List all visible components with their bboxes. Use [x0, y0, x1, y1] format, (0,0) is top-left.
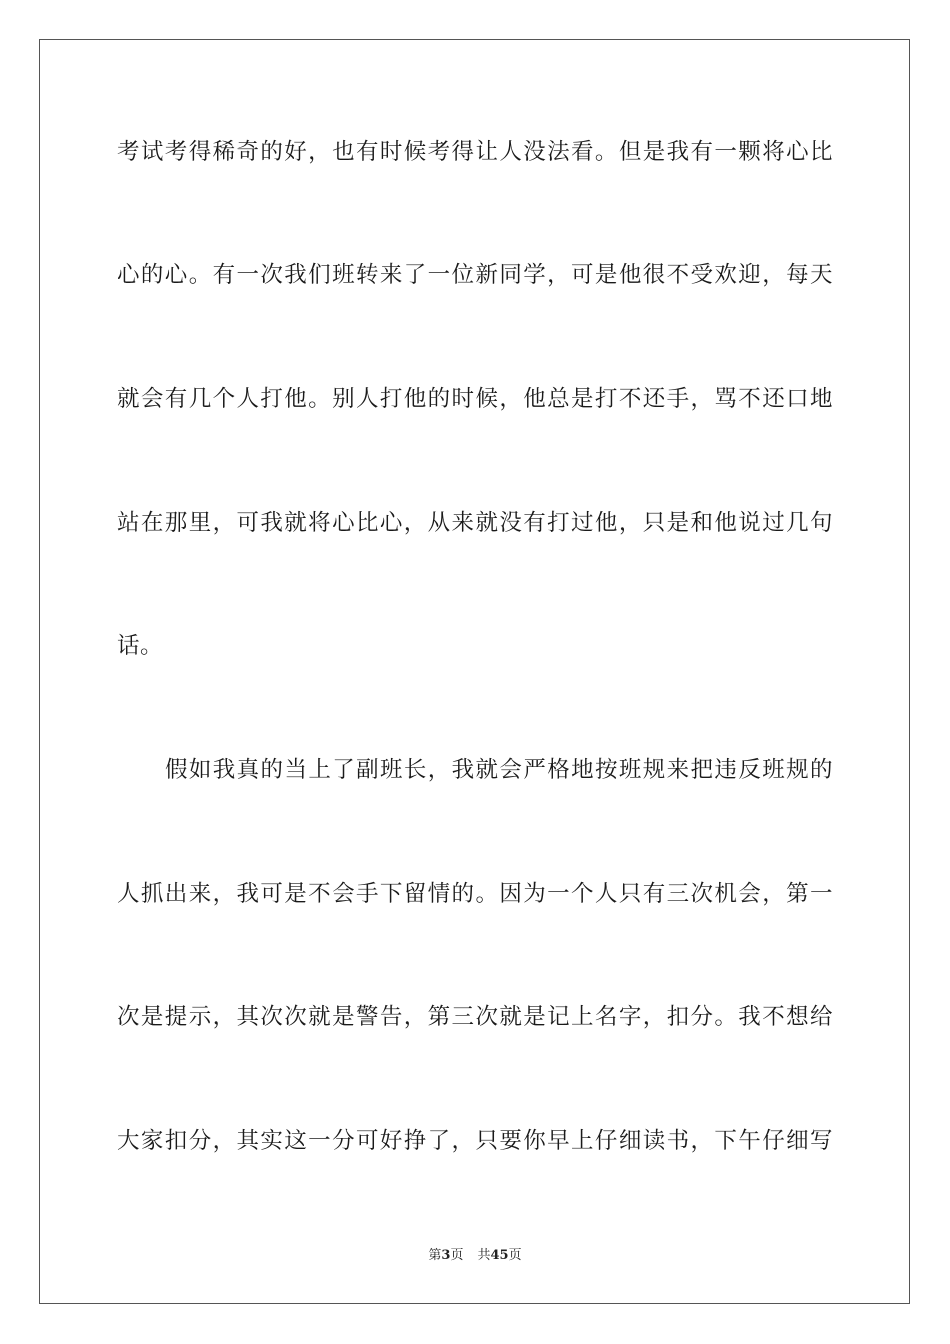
text-line: 心的心。有一次我们班转来了一位新同学，可是他很不受欢迎，每天 [117, 262, 833, 288]
text-line: 站在那里，可我就将心比心，从来就没有打过他，只是和他说过几句 [117, 510, 833, 536]
text-line: 就会有几个人打他。别人打他的时候，他总是打不还手，骂不还口地 [117, 386, 833, 412]
text-line: 大家扣分，其实这一分可好挣了，只要你早上仔细读书，下午仔细写 [117, 1128, 833, 1154]
text-line: 话。 [117, 633, 164, 659]
text-line: 考试考得稀奇的好，也有时候考得让人没法看。但是我有一颗将心比 [117, 139, 833, 165]
page-footer [0, 1247, 950, 1265]
paragraph-first-line: 假如我真的当上了副班长，我就会严格地按班规来把违反班规的 [165, 757, 833, 783]
page-border [39, 39, 910, 1304]
text-line: 次是提示，其次次就是警告，第三次就是记上名字，扣分。我不想给 [117, 1004, 833, 1030]
page-total: 共45页 [477, 1248, 522, 1263]
page-number: 第3页 [428, 1248, 464, 1263]
text-line: 人抓出来，我可是不会手下留情的。因为一个人只有三次机会，第一 [117, 881, 833, 907]
